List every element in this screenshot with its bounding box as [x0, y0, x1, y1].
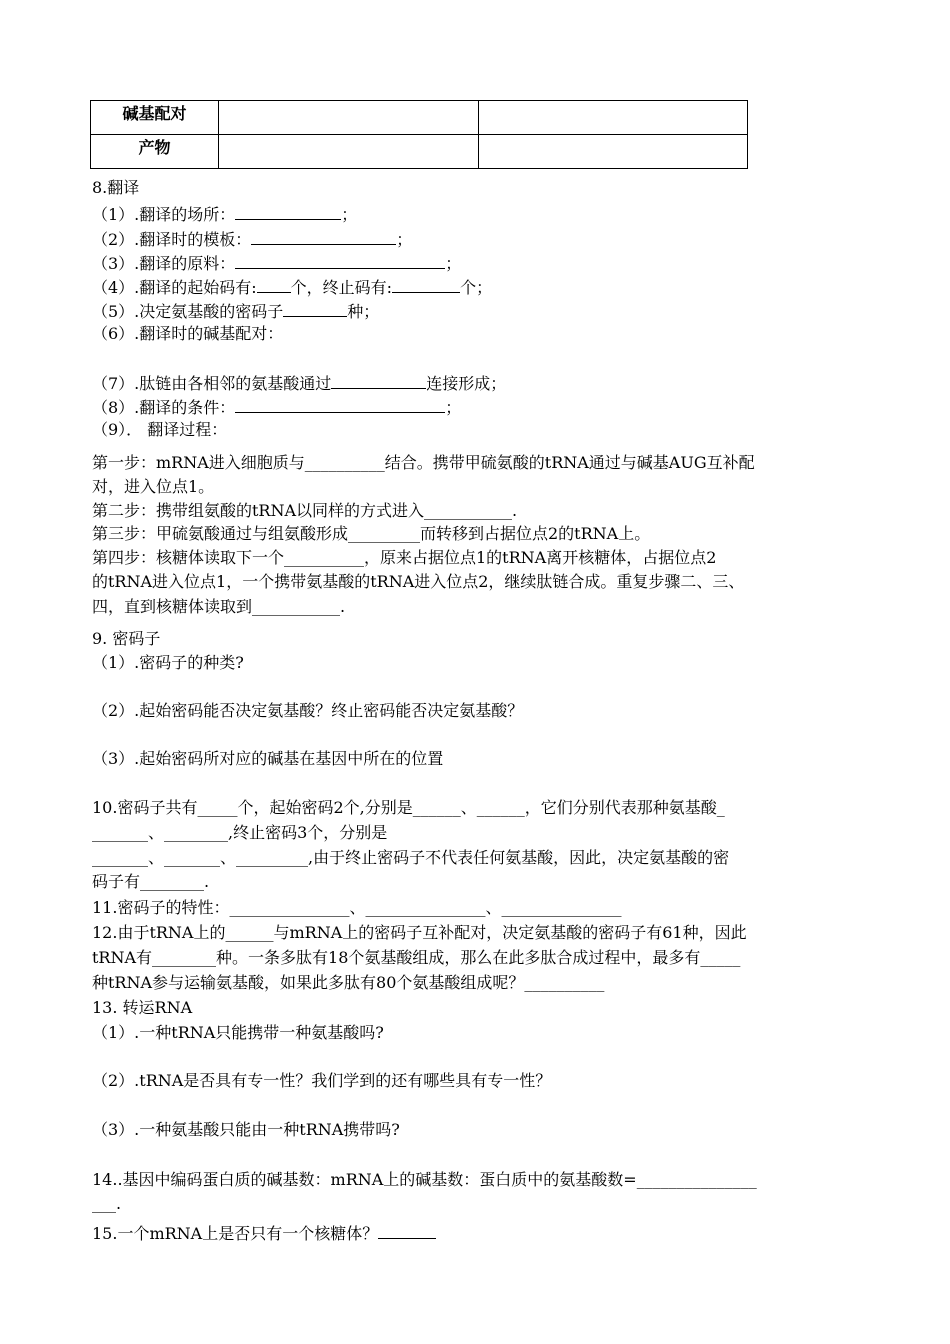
line-text: _______、_______、_________,由于终止密码子不代表任何氨基酸，因此，决定氨基酸的密	[92, 848, 730, 867]
line-text: 的tRNA进入位点1，一个携带氨基酸的tRNA进入位点2，继续肽链合成。重复步骤二、三、	[92, 572, 745, 591]
text-line	[92, 451, 755, 475]
table-row	[91, 135, 748, 169]
line-text: 四，直到核糖体读取到___________.	[92, 597, 346, 616]
text-line	[92, 418, 227, 442]
line-text: 第三步：甲硫氨酸通过与组氨酸形成_________而转移到占据位点2的tRNA上。	[92, 524, 651, 543]
line-text: （3）.翻译的原料：	[92, 254, 236, 273]
line-text: 个；	[460, 278, 493, 297]
text-line	[92, 747, 443, 771]
answer-blank[interactable]	[257, 274, 291, 293]
table-cell	[219, 135, 479, 169]
line-text: （2）.tRNA是否具有专一性？我们学到的还有哪些具有专一性？	[92, 1071, 552, 1090]
text-line	[92, 921, 747, 945]
text-line	[92, 499, 517, 523]
text-line	[92, 996, 192, 1020]
text-line	[92, 250, 461, 274]
answer-blank[interactable]	[283, 298, 347, 317]
text-line	[92, 946, 740, 970]
line-text: ；	[445, 254, 462, 273]
text-line	[92, 570, 744, 594]
text-line	[92, 298, 379, 322]
text-line	[92, 1168, 757, 1192]
line-text: 第一步：mRNA进入细胞质与__________结合。携带甲硫氨酸的tRNA通过与碱基AUG互补配	[92, 453, 755, 472]
text-line	[92, 1021, 384, 1045]
line-text: 码子有________.	[92, 872, 210, 891]
line-text: 个，终止码有:	[290, 278, 393, 297]
line-text: 10.密码子共有_____个，起始密码2个,分别是______、______，它们分别代表那种氨基酸_	[92, 798, 725, 817]
line-text: tRNA有________种。一条多肽有18个氨基酸组成，那么在此多肽合成过程中，最多有_____	[92, 948, 741, 967]
text-line	[92, 821, 387, 845]
line-text: 14..基因中编码蛋白质的碱基数：mRNA上的碱基数：蛋白质中的氨基酸数=_______________	[92, 1170, 757, 1189]
line-text: （2）.起始密码能否决定氨基酸？终止密码能否决定氨基酸？	[92, 701, 524, 720]
line-text: （1）.密码子的种类?	[92, 653, 244, 672]
table-cell	[219, 101, 479, 135]
summary-table	[90, 100, 748, 169]
line-text: （2）.翻译时的模板：	[92, 230, 252, 249]
line-text: 13. 转运RNA	[92, 998, 193, 1017]
text-line	[92, 475, 214, 499]
line-text: （6）.翻译时的碱基配对：	[92, 324, 284, 343]
text-line	[92, 699, 523, 723]
line-text: （7）.肽链由各相邻的氨基酸通过	[92, 374, 332, 393]
answer-blank[interactable]	[235, 201, 341, 220]
line-text: 9. 密码子	[92, 629, 161, 648]
text-line	[92, 1118, 400, 1142]
line-text: 种；	[347, 302, 380, 321]
text-line	[92, 370, 506, 394]
text-line	[92, 595, 345, 619]
line-text: 15.一个mRNA上是否只有一个核糖体？	[92, 1224, 379, 1243]
text-line	[92, 546, 716, 570]
text-line	[92, 274, 492, 298]
answer-blank[interactable]	[392, 274, 460, 293]
line-text: 种tRNA参与运输氨基酸，如果此多肽有80个氨基酸组成呢？__________	[92, 973, 605, 992]
answer-blank[interactable]	[331, 370, 426, 389]
text-line	[92, 201, 357, 225]
line-text: 12.由于tRNA上的______与mRNA上的密码子互补配对，决定氨基酸的密码子有61种，因此	[92, 923, 747, 942]
line-text: 对，进入位点1。	[92, 477, 215, 496]
line-text: ；	[341, 205, 358, 224]
line-text: 第四步：核糖体读取下一个__________，原来占据位点1的tRNA离开核糖体，占据位点2	[92, 548, 717, 567]
text-line	[92, 1192, 121, 1216]
line-text: ；	[396, 230, 413, 249]
line-text: （3）.起始密码所对应的碱基在基因中所在的位置	[92, 749, 444, 768]
table-row	[91, 101, 748, 135]
line-text: （9）． 翻译过程：	[92, 420, 228, 439]
text-line	[92, 1069, 551, 1093]
table-cell	[479, 101, 748, 135]
line-text: ；	[445, 398, 462, 417]
table-cell	[479, 135, 748, 169]
answer-blank[interactable]	[235, 250, 445, 269]
text-line	[92, 176, 139, 200]
line-text: ___.	[92, 1194, 122, 1213]
text-line	[92, 226, 412, 250]
text-line	[92, 870, 209, 894]
line-text: （3）.一种氨基酸只能由一种tRNA携带吗?	[92, 1120, 400, 1139]
text-line	[92, 896, 621, 920]
line-text: 8.翻译	[92, 178, 140, 197]
line-text: 连接形成；	[426, 374, 507, 393]
text-line	[92, 971, 604, 995]
row-label: 产物	[91, 135, 219, 169]
text-line	[92, 522, 650, 546]
line-text: （5）.决定氨基酸的密码子	[92, 302, 284, 321]
line-text: 第二步：携带组氨酸的tRNA以同样的方式进入___________.	[92, 501, 518, 520]
answer-blank[interactable]	[378, 1220, 436, 1239]
text-line	[92, 651, 244, 675]
line-text: 11.密码子的特性：_______________、_______________、_______________	[92, 898, 622, 917]
row-label: 碱基配对	[91, 101, 219, 135]
line-text: （8）.翻译的条件：	[92, 398, 236, 417]
line-text: （1）.翻译的场所：	[92, 205, 236, 224]
answer-blank[interactable]	[251, 226, 396, 245]
line-text: （1）.一种tRNA只能携带一种氨基酸吗?	[92, 1023, 384, 1042]
answer-blank[interactable]	[235, 394, 445, 413]
line-text: _______、________,终止密码3个，分别是	[92, 823, 388, 842]
text-line	[92, 394, 461, 418]
text-line	[92, 796, 725, 820]
text-line	[92, 846, 729, 870]
text-line	[92, 1220, 436, 1244]
text-line	[92, 322, 283, 346]
line-text: （4）.翻译的起始码有:	[92, 278, 257, 297]
text-line	[92, 627, 160, 651]
